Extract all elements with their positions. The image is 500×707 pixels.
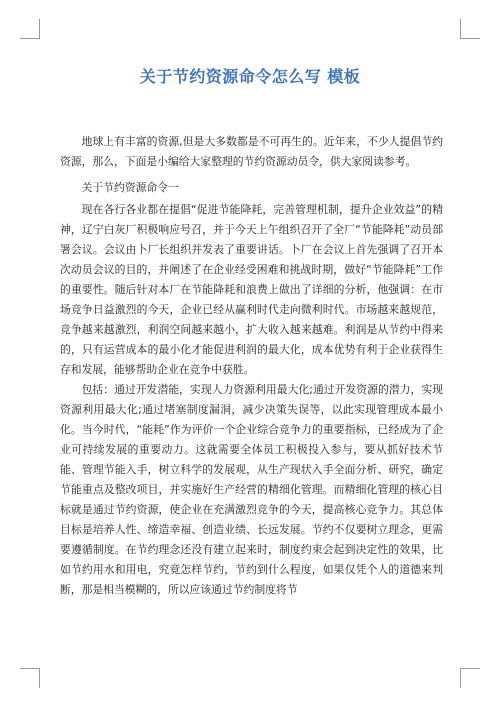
document-title: 关于节约资源命令怎么写 模板 bbox=[139, 67, 361, 86]
section-heading: 关于节约资源命令一 bbox=[81, 181, 179, 194]
intro-paragraph: 地球上有丰富的资源,但是大多数都是不可再生的。近年来，不少人提倡节约资源，那么，下面是小编给大家整理的节约资源动员令，供大家阅读参考。 bbox=[60, 135, 443, 168]
body-paragraph: 包括：通过开发潜能，实现人力资源利用最大化;通过开发资源的潜力，实现资源利用最大化;通过堵塞制度漏洞，减少决策失误等，以此实现管理成本最小化。当今时代，“能耗”作为评价一个企业综合竞争力的重要指标，已经成为了企业可持续发展的重要动力。这就需要全体员工积极投入参与，要从抓好技术节能、管理节能入手，树立科学的发展观，从生产现状入手全面分析、研究，确定节能重点及整改项目，并实施好生产经营的精细化管理。而精细化管理的核心目标就是通过节约资源，使企业在充满激烈竞争的今天，提高核心竞争力。其总体目标是培养人性、缔造幸福、创造业绩、长远发展。节约不仅要树立理念，更需要遵循制度。在节约理念还没有建立起来时，制度约束会起到决定性的效果，比如节约用水和用电，究竟怎样节约，节约到什么程度，如果仅凭个人的道德来判断，那是相当模糊的，所以应该通过节约制度将节 bbox=[60, 383, 443, 596]
document-body bbox=[60, 132, 443, 600]
body-paragraph: 现在各行各业都在提倡“促进节能降耗，完善管理机制，提升企业效益”的精神，辽宁白灰厂积极响应号召，并于今天上午组织召开了全厂“节能降耗”动员部署会议。会议由卜厂长组织并发表了重要讲话。卜厂在会议上首先强调了召开本次动员会议的目的，并阐述了在企业经受困难和挑战时期，做好“节能降耗”工作的重要性。随后针对本厂在节能降耗和浪费上做出了详细的分析，他强调：在市场竞争日益激烈的今天，企业已经从赢利时代走向微利时代。市场越来越规范，竞争越来越激烈，利润空间越来越小，扩大收入越来越难。利润是从节约中得来的，只有运营成本的最小化才能促进利润的最大化，成本优势有利于企业获得生存和发展，能够帮助企业在竞争中获胜。 bbox=[60, 203, 443, 376]
